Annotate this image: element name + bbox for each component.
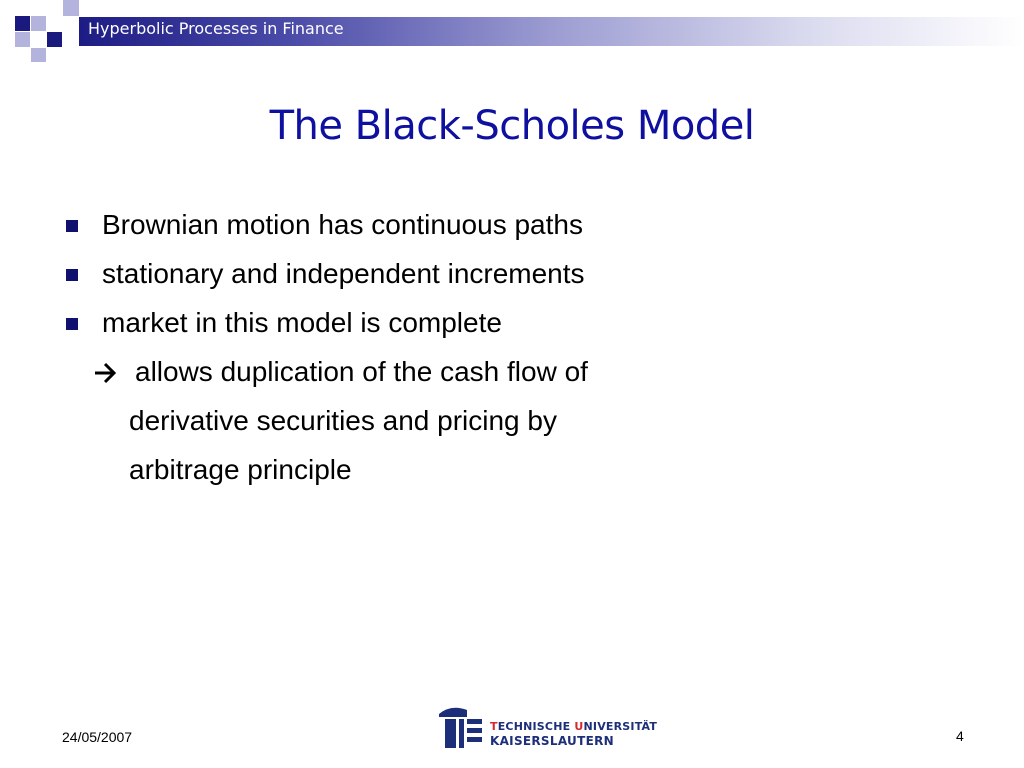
square-bullet-icon (66, 220, 78, 232)
bullet-text: market in this model is complete (102, 307, 502, 338)
university-logo (437, 704, 658, 750)
bullet-text: stationary and independent increments (102, 258, 585, 289)
square-bullet-icon (66, 318, 78, 330)
logo-letter: T (490, 720, 498, 733)
continuation-text: allows duplication of the cash flow of (135, 356, 588, 387)
footer-date: 24/05/2007 (62, 729, 133, 745)
logo-text-city: KAISERSLAUTERN (490, 734, 614, 748)
page-number: 4 (956, 728, 964, 744)
logo-letter: U (574, 720, 584, 733)
right-arrow-icon (93, 356, 119, 386)
header-title: Hyperbolic Processes in Finance (88, 19, 344, 38)
continuation-text: derivative securities and pricing by (129, 405, 557, 436)
slide-title: The Black-Scholes Model (269, 103, 755, 149)
header-square-decoration (31, 48, 46, 62)
logo-word: ECHNISCHE (497, 720, 575, 733)
logo-text-university (490, 720, 657, 733)
header-square-decoration (15, 32, 30, 47)
header-square-decoration (31, 16, 46, 31)
header-square-decoration (15, 16, 30, 31)
bullet-text: Brownian motion has continuous paths (102, 209, 583, 240)
header-square-decoration (63, 0, 79, 16)
tu-logo-mark-icon (437, 704, 485, 750)
header-square-decoration (47, 32, 62, 47)
logo-word: NIVERSITÄT (583, 720, 658, 733)
square-bullet-icon (66, 269, 78, 281)
continuation-text: arbitrage principle (129, 454, 352, 485)
